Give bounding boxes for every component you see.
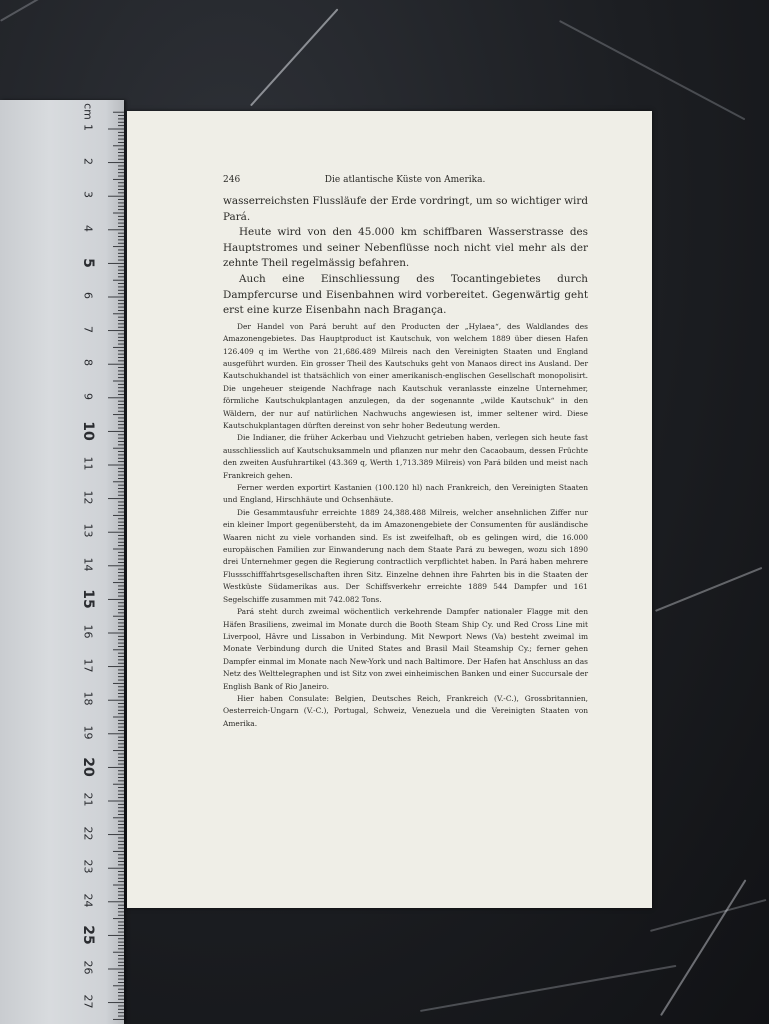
small-text-block [223,321,588,730]
ruler-number: 6 [81,292,95,299]
ruler-number: 25 [80,925,96,946]
page-content [223,175,588,730]
ruler-number: 22 [81,826,95,841]
ruler-number: 27 [81,994,95,1009]
ruler-unit-label: cm [81,103,95,120]
ruler-number: 9 [81,392,95,400]
paragraph: Hier haben Consulate: Belgien, Deutsches Reich, Frankreich (V.-C.), Grossbritannien, Oesterreich-Ungarn (V.-C.), Portugal, Schweiz, Venezuela und die Vereinigten Staaten von Amerika. [223,693,588,728]
marble-vein [420,965,676,1012]
marble-vein [660,879,746,1016]
ruler-ticks [0,100,124,1024]
large-text-block [223,194,588,319]
ruler-number: 13 [81,523,95,538]
paragraph: wasserreichsten Flussläufe der Erde vordringt, um so wichtiger wird Pará. [223,195,588,223]
ruler-number: 1 [81,124,95,131]
marble-vein [0,0,53,22]
ruler-number: 18 [81,691,95,706]
ruler-number: 17 [81,658,95,673]
ruler-number: 24 [81,893,95,908]
running-head [223,175,588,185]
marble-vein [650,899,766,932]
paragraph: Heute wird von den 45.000 km schiffbaren Wasserstrasse des Hauptstromes und seiner Nebenflüsse noch nicht viel mehr als der zehnte Theil regelmässig befahren. [223,226,588,270]
ruler-number: 7 [81,325,95,333]
ruler-number: 5 [80,258,96,269]
ruler-number: 16 [81,624,95,639]
ruler-number: 19 [81,725,95,740]
marble-vein [655,567,762,612]
ruler-number: 14 [81,557,95,572]
ruler-number: 2 [81,157,95,165]
paragraph: Auch eine Einschliessung des Tocantingebietes durch Dampfercurse und Eisenbahnen wird vorbereitet. Gegenwärtig geht erst eine kurze Eisenbahn nach Bragança. [223,272,588,317]
ruler-number: 3 [81,191,95,199]
ruler-number: 20 [80,757,96,778]
ruler-number: 23 [81,859,95,874]
measuring-ruler [0,100,124,1024]
ruler-number: 26 [81,960,95,975]
ruler-number: 8 [81,359,95,367]
marble-vein [250,8,338,106]
page-number: 246 [223,175,241,185]
ruler-number: 4 [81,224,95,232]
running-title: Die atlantische Küste von Amerika. [324,175,486,185]
ruler-number: 11 [81,456,95,471]
ruler-number: 21 [81,792,95,807]
marble-vein [559,20,745,120]
paragraph: Pará steht durch zweimal wöchentlich verkehrende Dampfer nationaler Flagge mit den Häfen Brasiliens, zweimal im Monate durch die Booth Steam Ship Cy. und Red Cross Line mit Liverpool, Hâvre und Lissabon in Verbindung. Mit Newport News (Va) besteht zweimal im Monate Verbindung durch die United States and Brasil Mail Steamship Cy.; ferner gehen Dampfer einmal im Monate nach New-York und nach Baltimore. Der Hafen hat Anschluss an das Netz des Welttelegraphen und ist Sitz von zwei einheimischen Banken und einer Succursale der English Bank of Rio Janeiro. [223,607,588,691]
paragraph: Die Gesammtausfuhr erreichte 1889 24,388.488 Milreis, welcher ansehnlichen Ziffer nur ein kleiner Import gegenübersteht, da im Amazonengebiete der Consumenten für ausländische Waaren nicht zu viele vorhanden sind. Es ist zweifelhaft, ob es gelingen wird, die 16.000 europäischen Familien zur Einwanderung nach dem Staate Pará zu bewegen, wozu sich 1890 drei Unternehmer gegen die Regierung contractlich verpflichtet haben. In Pará haben mehrere Flussschifffahrtsgesellschaften ihren Sitz. Einzelne dehnen ihre Fahrten bis in die Staaten der Westküste Südamerikas aus. Der Schiffsverkehr erreichte 1889 544 Dampfer und 161 Segelschiffe zusammen mit 742.082 Tons. [223,507,588,604]
ruler-number: 10 [80,421,96,442]
ruler-number: 15 [80,589,96,610]
book-page [127,111,652,908]
paragraph: Der Handel von Pará beruht auf den Producten der „Hylaea“, des Waldlandes des Amazonengebietes. Das Hauptproduct ist Kautschuk, von welchem 1889 über diesen Hafen 126.409 q im Werthe von 21,686.489 Milreis nach den Vereinigten Staaten und England ausgeführt wurden. Ein grosser Theil des Kautschuks geht von Manaos direct ins Ausland. Der Kautschukhandel ist thatsächlich von einer amerikanisch-englischen Gesellschaft monopolisirt. Die ungeheuer steigende Nachfrage nach Kautschuk veranlasste einzelne Unternehmer, förmliche Kautschukplantagen anzulegen, da der sogenannte „wilde Kautschuk“ in den Wäldern, der nur auf natürlichen Nachwuchs angewiesen ist, immer seltener wird. Diese Kautschukplantagen dürften dereinst von sehr hoher Bedeutung werden. [223,321,588,430]
paragraph: Die Indianer, die früher Ackerbau und Viehzucht getrieben haben, verlegen sich heute fast ausschliesslich auf Kautschuksammeln und pflanzen nur mehr den Cacaobaum, dessen Früchte den zweiten Ausfuhrartikel (43.369 q, Werth 1,713.389 Milreis) von Pará bilden und meist nach Frankreich gehen. [223,433,588,480]
paragraph: Ferner werden exportirt Kastanien (100.120 hl) nach Frankreich, den Vereinigten Staaten und England, Hirschhäute und Ochsenhäute. [223,483,588,505]
ruler-number: 12 [81,490,95,505]
